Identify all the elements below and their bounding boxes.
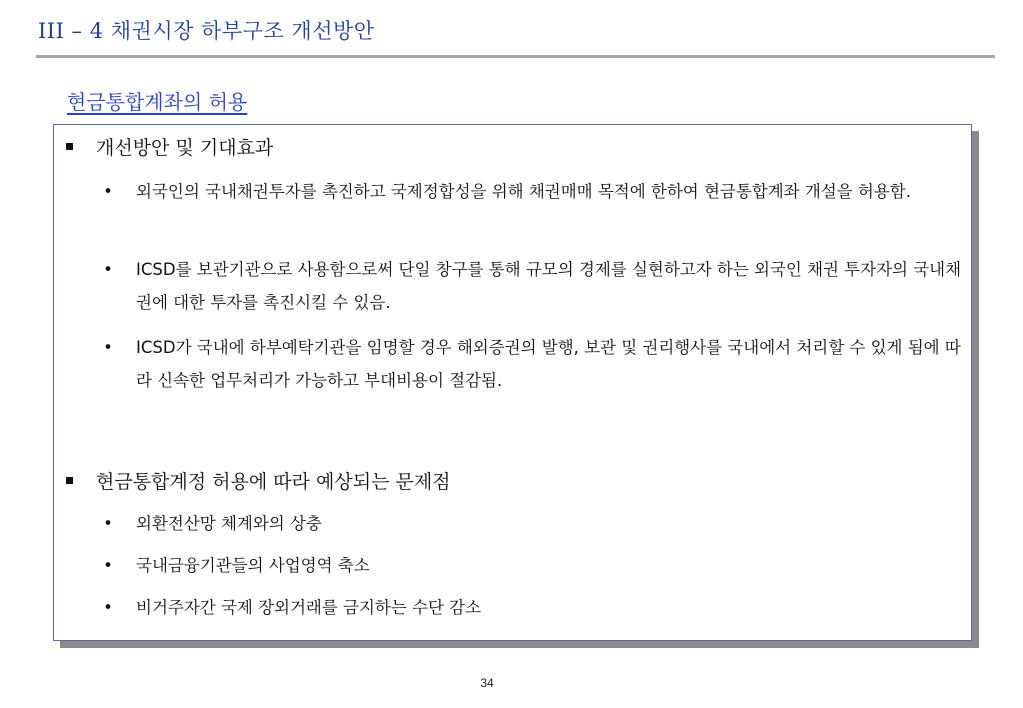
square-bullet-icon <box>66 143 73 150</box>
list-item-text: 비거주자간 국제 장외거래를 금지하는 수단 감소 <box>136 598 482 617</box>
section-heading <box>66 131 273 161</box>
content-box <box>53 124 972 641</box>
bullet-dot-icon: • <box>103 514 113 533</box>
bullet-dot-icon: • <box>103 182 113 201</box>
slide-subtitle: 현금통합계좌의 허용 <box>67 90 248 114</box>
list-item-text: 외국인의 국내채권투자를 촉진하고 국제정합성을 위해 채권매매 목적에 한하여 현금통합계좌 개설을 허용함. <box>136 182 911 201</box>
slide-title: III – 4 채권시장 하부구조 개선방안 <box>38 19 375 43</box>
section-heading <box>66 465 451 495</box>
section-heading-text: 현금통합계정 허용에 따라 예상되는 문제점 <box>96 470 451 493</box>
square-bullet-icon <box>66 477 73 484</box>
bullet-dot-icon: • <box>103 260 113 279</box>
list-item-text: 외환전산망 체계와의 상충 <box>136 514 322 533</box>
list-item-text: 국내금융기관들의 사업영역 축소 <box>136 556 370 575</box>
bullet-dot-icon: • <box>103 338 113 357</box>
list-item-text: ICSD가 국내에 하부예탁기관을 임명할 경우 해외증권의 발행, 보관 및 권리행사를 국내에서 처리할 수 있게 됨에 따라 신속한 업무처리가 가능하고 부대비용이 절감됨. <box>136 338 961 390</box>
bullet-dot-icon: • <box>103 556 113 575</box>
section-heading-text: 개선방안 및 기대효과 <box>96 136 274 159</box>
title-divider <box>36 55 995 58</box>
page-number: 34 <box>480 676 494 690</box>
list-item-text: ICSD를 보관기관으로 사용함으로써 단일 창구를 통해 규모의 경제를 실현하고자 하는 외국인 채권 투자자의 국내채권에 대한 투자를 촉진시킬 수 있음. <box>136 260 962 312</box>
bullet-dot-icon: • <box>103 598 113 617</box>
